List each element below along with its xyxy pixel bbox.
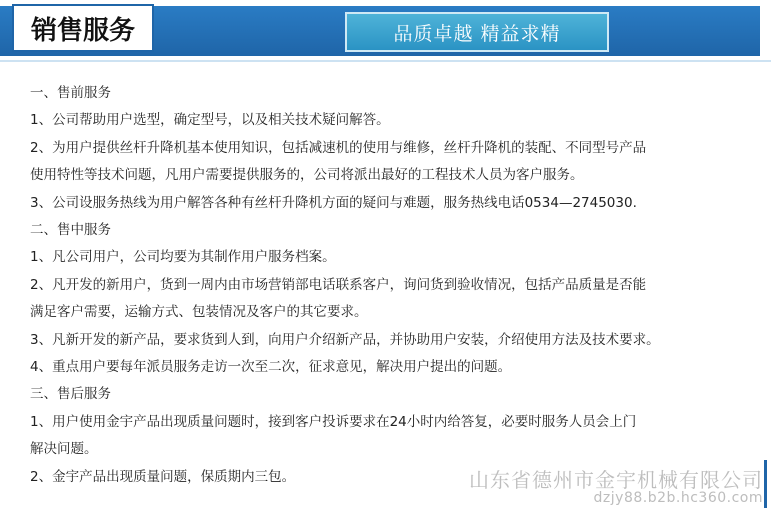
text-line: 3、公司设服务热线为用户解答各种有丝杆升降机方面的疑问与难题，服务热线电话0534—2745030. — [30, 194, 637, 211]
text-line: 1、用户使用金宇产品出现质量问题时，接到客户投诉要求在24小时内给答复，必要时服务人员会上门 — [30, 413, 637, 430]
text-line: 1、公司帮助用户选型，确定型号，以及相关技术疑问解答。 — [30, 112, 390, 129]
text-line: 2、凡开发的新用户，货到一周内由市场营销部电话联系客户，询问货到验收情况，包括产品质量是否能 — [30, 276, 647, 293]
text-line: 2、为用户提供丝杆升降机基本使用知识，包括减速机的使用与维修，丝杆升降机的装配、不同型号产品 — [30, 139, 647, 156]
text-line: 解决问题。 — [30, 441, 98, 458]
text-line: 1、凡公司用户，公司均要为其制作用户服务档案。 — [30, 249, 336, 266]
text-line: 3、凡新开发的新产品，要求货到人到，向用户介绍新产品，并协助用户安装，介绍使用方法及技术要求。 — [30, 331, 660, 348]
header-divider — [0, 60, 771, 62]
text-line: 满足客户需要，运输方式、包装情况及客户的其它要求。 — [30, 304, 368, 321]
watermark-url: dzjy88.b2b.hc360.com — [593, 490, 763, 506]
service-content — [30, 80, 765, 491]
watermark — [469, 470, 763, 506]
text-line: 使用特性等技术问题，凡用户需要提供服务的，公司将派出最好的工程技术人员为客户服务。 — [30, 167, 584, 184]
text-line: 2、金宇产品出现质量问题，保质期内三包。 — [30, 468, 296, 485]
section-heading-insale: 二、售中服务 — [30, 222, 111, 239]
header-banner — [0, 0, 771, 62]
slogan-banner: 品质卓越 精益求精 — [345, 12, 609, 52]
text-line: 4、重点用户要每年派员服务走访一次至二次，征求意见，解决用户提出的问题。 — [30, 359, 512, 376]
section-heading-presale: 一、售前服务 — [30, 85, 111, 101]
section-heading-aftersale: 三、售后服务 — [30, 386, 111, 403]
watermark-company: 山东省德州市金宇机械有限公司 — [469, 468, 763, 492]
page-title: 销售服务 — [12, 4, 154, 52]
edge-accent-bar — [764, 460, 767, 508]
